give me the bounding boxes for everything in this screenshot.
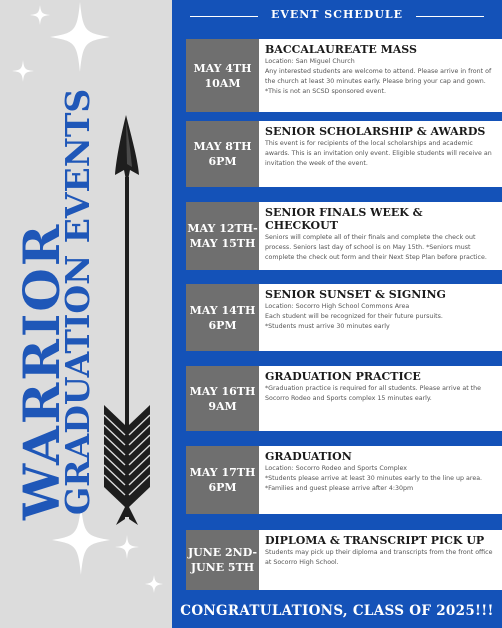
event-date-line2: 6PM [208, 155, 237, 168]
event-date-line1: JUNE 2ND- [187, 546, 258, 559]
event-date [186, 39, 259, 112]
event-date-line2: 10AM [204, 76, 241, 90]
event-title: BACCALAUREATE MASS [265, 43, 417, 56]
congratulations-banner: CONGRATULATIONS, CLASS OF 2025!!! [180, 603, 494, 619]
event-title: DIPLOMA & TRANSCRIPT PICK UP [265, 534, 485, 547]
event-info [259, 284, 502, 351]
event-description: *Graduation practice is required for all students. Please arrive at the Socorro Rodeo and Sports complex 15 minutes early. [265, 385, 482, 402]
event-title: SENIOR FINALS WEEK & CHECKOUT [265, 206, 423, 232]
sparkle-icon [145, 575, 163, 593]
event-date [186, 446, 259, 514]
event-date [186, 366, 259, 431]
event-date [186, 121, 259, 187]
event-info [259, 39, 502, 112]
title-warrior: WARRIOR [12, 222, 71, 520]
event-date-line1: MAY 4TH [193, 61, 252, 75]
event-title: GRADUATION [265, 450, 352, 463]
event-info [259, 446, 502, 514]
event-graduation-practice [186, 366, 502, 431]
schedule-header [172, 0, 502, 32]
schedule-title: EVENT SCHEDULE [270, 8, 404, 21]
event-date-line2: 6PM [208, 481, 237, 494]
event-info [259, 366, 502, 431]
event-description: Seniors will complete all of their finals and complete the check out process. Seniors last day of school is on May 15th. *Seniors must complete the check out form and their Next Step Plan before practice. [265, 234, 487, 261]
event-date-line1: MAY 14TH [189, 303, 256, 317]
event-sunset-signing [186, 284, 502, 351]
event-diploma-pickup [186, 530, 502, 590]
sparkle-icon [30, 5, 50, 25]
event-description: This event is for recipients of the local scholarships and academic awards. This is an invitation only event. Eligible students will receive an invitation the week of the event. [265, 140, 492, 167]
event-description: Students may pick up their diploma and transcripts from the front office at Socorro High School. [265, 549, 493, 566]
left-panel [0, 0, 170, 628]
title-graduation-events: GRADUATION EVENTS [58, 88, 97, 515]
event-date [186, 284, 259, 351]
event-date-line1: MAY 12TH- [187, 222, 258, 235]
event-graduation [186, 446, 502, 514]
sparkle-icon [50, 2, 110, 72]
event-date-line2: 6PM [208, 318, 237, 332]
sparkle-icon [115, 535, 139, 559]
event-date-line1: MAY 8TH [193, 140, 252, 153]
sparkle-icon [12, 60, 34, 82]
event-date-line2: 9AM [208, 399, 237, 413]
schedule-panel [172, 0, 502, 628]
event-title: GRADUATION PRACTICE [265, 370, 421, 383]
event-date-line2: JUNE 5TH [190, 561, 255, 574]
event-date [186, 202, 259, 270]
event-description: Location: San Miguel Church Any interested students are welcome to attend. Please arrive in front of the church at least 30 minutes early. Please bring your cap and gown. *This is not an SCSD sponsored event. [265, 58, 492, 95]
event-description: Location: Socorro Rodeo and Sports Complex *Students please arrive at least 30 minutes early to the line up area. *Families and guest please arrive after 4:30pm [265, 465, 483, 492]
event-date [186, 530, 259, 590]
arrow-icon [98, 115, 158, 535]
event-baccalaureate [186, 39, 502, 112]
event-info [259, 202, 502, 270]
event-title: SENIOR SCHOLARSHIP & AWARDS [265, 125, 486, 138]
event-info [259, 121, 502, 187]
event-date-line1: MAY 17TH [189, 466, 256, 479]
event-description: Location: Socorro High School Commons Area Each student will be recognized for their future pursuits. *Students must arrive 30 minutes early [265, 303, 443, 330]
event-title: SENIOR SUNSET & SIGNING [265, 288, 446, 301]
event-scholarship-awards [186, 121, 502, 187]
event-finals-checkout [186, 202, 502, 270]
event-date-line1: MAY 16TH [189, 384, 256, 398]
event-date-line2: MAY 15TH [189, 237, 256, 250]
event-info [259, 530, 502, 590]
